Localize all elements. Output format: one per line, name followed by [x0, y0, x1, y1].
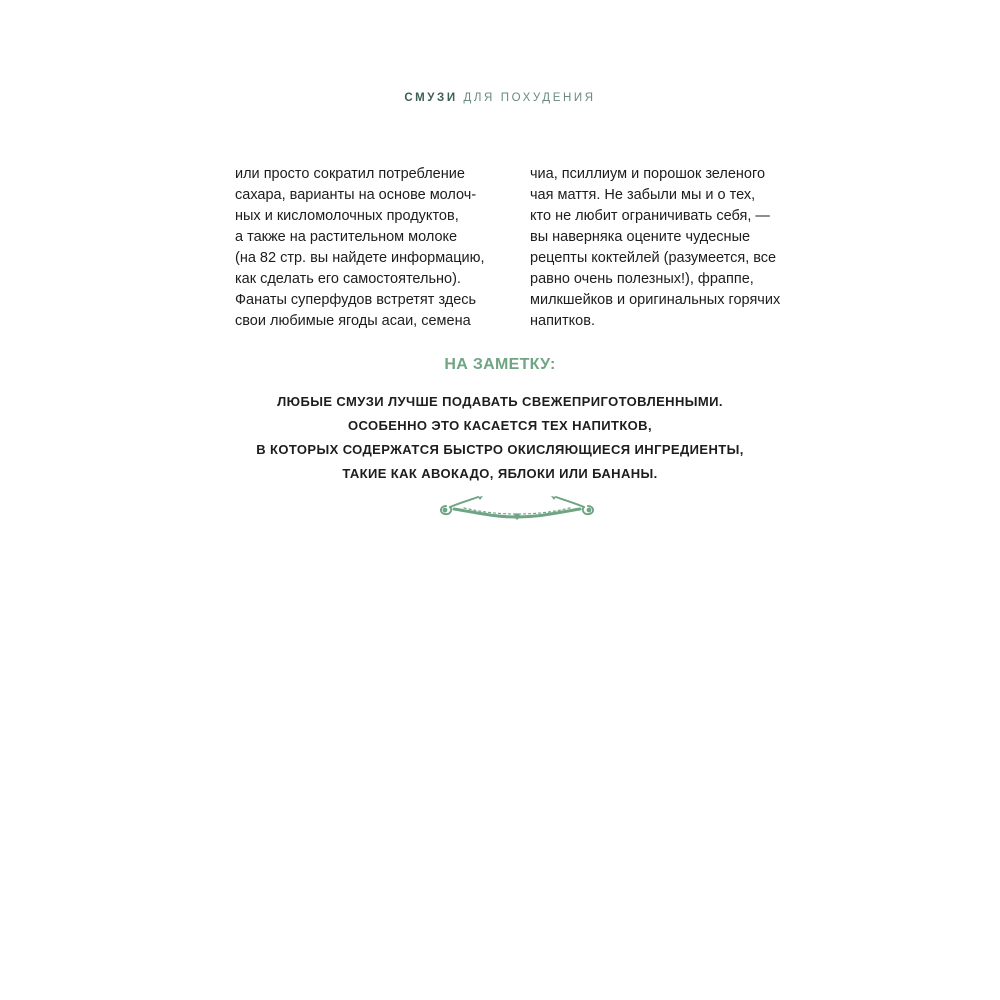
note-heading: НА ЗАМЕТКУ:	[444, 356, 556, 373]
paragraph-line: милкшейков и оригинальных горячих	[530, 292, 781, 308]
running-header-title: СМУЗИ	[404, 92, 458, 104]
paragraph-line: чиа, псиллиум и порошок зеленого	[530, 166, 766, 182]
note-line: ОСОБЕННО ЭТО КАСАЕТСЯ ТЕХ НАПИТКОВ,	[348, 418, 652, 433]
paragraph-line: или просто сократил потребление	[235, 166, 465, 182]
paragraph-line: чая маття. Не забыли мы и о тех,	[530, 187, 756, 203]
text-column-right	[530, 164, 805, 332]
paragraph-line: вы наверняка оцените чудесные	[530, 229, 751, 245]
note-line: ТАКИЕ КАК АВОКАДО, ЯБЛОКИ ИЛИ БАНАНЫ.	[342, 466, 658, 481]
running-header-subtitle: ДЛЯ ПОХУДЕНИЯ	[463, 92, 596, 104]
paragraph-line: сахара, варианты на основе молоч-	[235, 187, 477, 203]
paragraph-line: рецепты коктейлей (разумеется, все	[530, 250, 777, 266]
running-header	[0, 92, 1000, 104]
note-body	[0, 390, 1000, 486]
paragraph-line: напитков.	[530, 313, 595, 329]
paragraph-line: (на 82 стр. вы найдете информацию,	[235, 250, 485, 266]
paragraph-line: кто не любит ограничивать себя, —	[530, 208, 770, 224]
flourish-divider-icon	[434, 494, 600, 522]
note-line: ЛЮБЫЕ СМУЗИ ЛУЧШЕ ПОДАВАТЬ СВЕЖЕПРИГОТОВЛЕННЫМИ.	[277, 394, 723, 409]
paragraph-line: равно очень полезных!), фраппе,	[530, 271, 754, 287]
paragraph-line: как сделать его самостоятельно).	[235, 271, 461, 287]
paragraph-line: Фанаты суперфудов встретят здесь	[235, 292, 477, 308]
text-column-left	[235, 164, 505, 332]
paragraph-line: а также на растительном молоке	[235, 229, 458, 245]
note-line: В КОТОРЫХ СОДЕРЖАТСЯ БЫСТРО ОКИСЛЯЮЩИЕСЯ ИНГРЕДИЕНТЫ,	[256, 442, 744, 457]
paragraph-line: ных и кисломолочных продуктов,	[235, 208, 459, 224]
paragraph-line: свои любимые ягоды асаи, семена	[235, 313, 471, 329]
